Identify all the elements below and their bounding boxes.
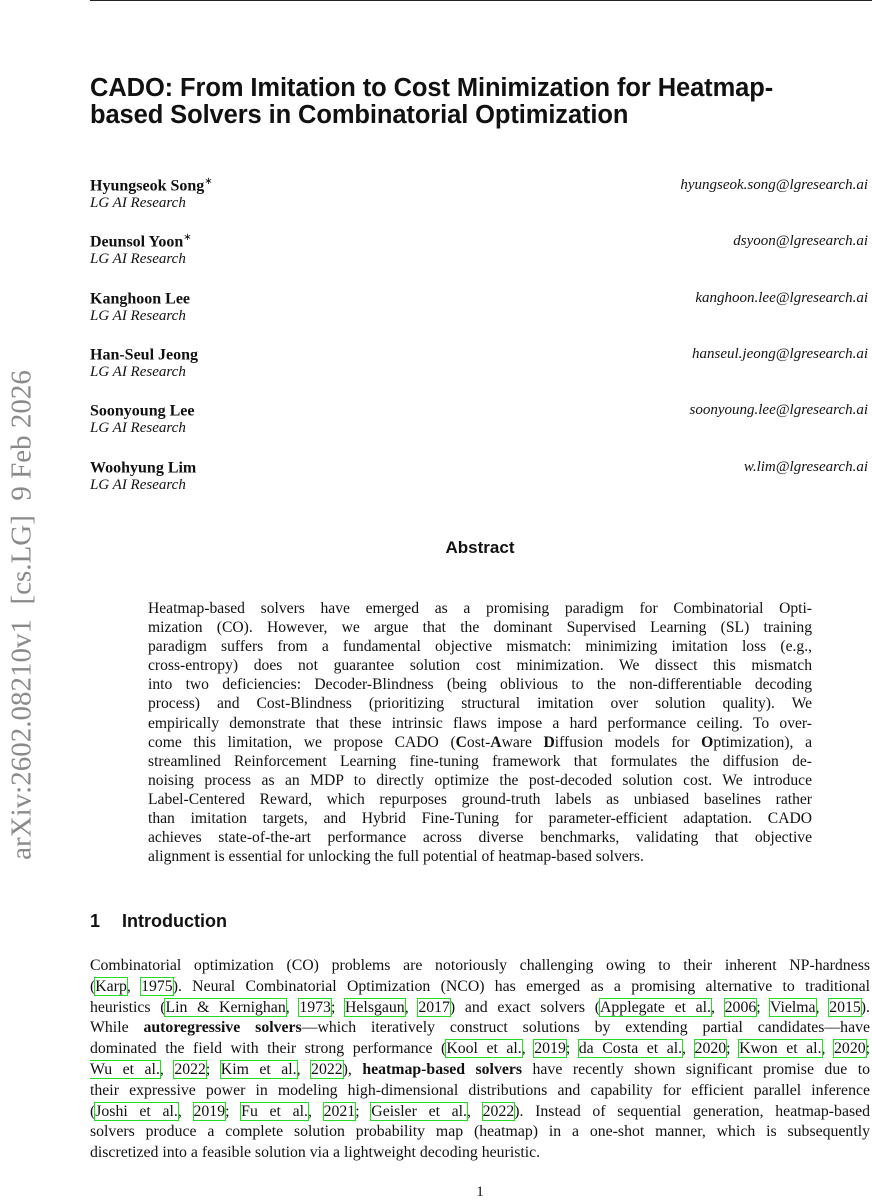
author-block [90, 401, 870, 441]
bold-text: autoregressive solvers [143, 1019, 302, 1037]
citation-link[interactable]: 2017 [418, 998, 450, 1016]
citation-link[interactable]: Geisler et al. [371, 1102, 468, 1120]
author-affiliation: LG AI Research [90, 251, 186, 268]
author-name [90, 345, 198, 364]
text-run: streamlined Reinforcement Learning fine-tuning framework that formulates the diffusion de- [148, 752, 812, 770]
text-run: ). Neural Combinatorial Optimization (NCO) has emerged as a promising alternative to traditional [172, 977, 870, 995]
abstract-heading: Abstract [445, 538, 515, 557]
citation-link[interactable]: 1975 [141, 977, 173, 995]
text-line [90, 1018, 870, 1039]
text-line [90, 1060, 870, 1081]
author-name-text: Soonyoung Lee [90, 402, 195, 420]
text-line [148, 790, 812, 809]
author-block [90, 176, 870, 216]
text-run: , [296, 1060, 312, 1078]
author-name [90, 289, 190, 308]
text-line [148, 618, 812, 637]
text-line [148, 752, 812, 771]
top-rule [90, 0, 872, 1]
text-run: —which iteratively construct solutions by extending partial candidates—have [301, 1019, 870, 1037]
citation-link[interactable]: Kwon et al. [739, 1040, 822, 1058]
text-run: ( [90, 977, 96, 995]
bold-text: heatmap-based solvers [362, 1060, 523, 1078]
text-run: come this limitation, we propose CADO ( [148, 733, 456, 751]
text-line [90, 956, 870, 977]
text-run: ; [330, 998, 346, 1016]
text-run: ptimization), a [713, 733, 812, 751]
text-run: While [90, 1019, 144, 1037]
page-number: 1 [476, 1184, 484, 1200]
author-name-text: Hyungseok Song [90, 177, 205, 195]
author-name [90, 401, 194, 420]
text-line [90, 998, 870, 1019]
text-line [148, 675, 812, 694]
text-line [148, 714, 812, 733]
author-name [90, 176, 213, 195]
text-run: dominated the field with their strong performance ( [90, 1040, 447, 1058]
text-run: ), [342, 1060, 363, 1078]
bold-text: O [701, 733, 714, 751]
bold-text: C [455, 733, 467, 751]
text-run: , [159, 1060, 175, 1078]
author-affiliation: LG AI Research [90, 195, 186, 211]
equal-contribution-mark: ∗ [204, 176, 213, 187]
text-line [148, 637, 812, 656]
text-run: iffusion models for [554, 733, 702, 751]
author-email[interactable]: dsyoon@lgresearch.ai [733, 233, 868, 250]
section-number: 1 [90, 911, 101, 931]
text-line [90, 977, 870, 998]
text-run: ost- [466, 733, 491, 751]
text-line [148, 656, 812, 675]
citation-link[interactable]: 2021 [323, 1102, 356, 1120]
author-block [90, 345, 870, 385]
text-line [90, 1143, 870, 1164]
text-run: , [177, 1102, 194, 1120]
author-email[interactable]: w.lim@lgresearch.ai [743, 458, 868, 475]
bold-text: D [543, 733, 555, 751]
arxiv-stamp: arXiv:2602.08210v1 [cs.LG] 9 Feb 2026 [5, 370, 38, 860]
text-run: Label-Centered Reward, which repurposes ground-truth labels as unbiased baselines rather [148, 790, 812, 808]
author-name-text: Kanghoon Lee [90, 289, 191, 307]
text-line [148, 847, 812, 866]
section-title: Introduction [122, 911, 227, 931]
text-line [90, 1081, 870, 1102]
text-run: than imitation targets, and Hybrid Fine-Tuning for parameter-efficient adaptation. CADO [148, 810, 812, 828]
text-run: , [711, 998, 725, 1016]
text-run: mization (CO). However, we argue that the dominant Supervised Learning (SL) training [148, 619, 812, 637]
text-run: , [521, 1040, 535, 1058]
text-run: their expressive power in modeling high-dimensional distributions and capability for efficient parallel inference [90, 1081, 870, 1099]
citation-link[interactable]: Fu et al. [241, 1102, 308, 1120]
text-run: empirically demonstrate that these intrinsic flaws impose a hard performance ceiling. To over- [148, 714, 812, 732]
text-run: ; [865, 1040, 870, 1058]
text-run: , [126, 977, 142, 995]
text-run: , [467, 1102, 483, 1120]
author-email[interactable]: kanghoon.lee@lgresearch.ai [695, 289, 868, 306]
citation-link[interactable]: Lin & Kernighan [165, 998, 286, 1016]
text-run: heuristics ( [90, 998, 166, 1016]
author-affiliation: LG AI Research [90, 476, 186, 493]
text-run: into two deficiencies: Decoder-Blindness (being oblivious to the non-differentiable decoding [148, 676, 812, 694]
citation-link[interactable]: 2019 [193, 1102, 226, 1120]
text-run: paradigm suffers from a fundamental objective mismatch: minimizing imitation loss (e.g., [148, 638, 812, 656]
text-run: cross-entropy) does not guarantee solution cost minimization. We dissect this mismatch [148, 657, 812, 675]
author-block [90, 232, 870, 272]
text-run: achieves state-of-the-art performance across diverse benchmarks, validating that objective [148, 829, 812, 847]
text-line [148, 828, 812, 847]
text-run: ( [90, 1102, 96, 1120]
text-run: have recently shown significant promise due to [522, 1060, 870, 1078]
text-line [148, 809, 812, 828]
text-line [148, 694, 812, 713]
text-run: ; [756, 998, 771, 1016]
text-run: ; [205, 1060, 221, 1078]
text-run: , [821, 1040, 835, 1058]
citation-link[interactable]: 2020 [694, 1040, 727, 1058]
section-heading-introduction [90, 911, 227, 932]
author-affiliation: LG AI Research [90, 420, 186, 437]
text-line [90, 1039, 870, 1060]
citation-link[interactable]: Helsgaun [345, 998, 405, 1016]
text-run: ; [565, 1040, 579, 1058]
author-block [90, 289, 870, 329]
bold-text: A [490, 733, 502, 751]
text-run: , [404, 998, 419, 1016]
author-name [90, 232, 192, 251]
citation-link[interactable]: 2022 [311, 1060, 343, 1078]
text-run: , [682, 1040, 695, 1058]
author-email[interactable]: soonyoung.lee@lgresearch.ai [689, 402, 868, 419]
text-run: discretized into a feasible solution via a lightweight decoding heuristic. [90, 1144, 541, 1162]
text-run: , [815, 998, 830, 1016]
introduction-body [90, 956, 870, 1164]
citation-link[interactable]: 2020 [834, 1040, 866, 1058]
equal-contribution-mark: ∗ [183, 232, 192, 244]
text-run: , [307, 1102, 324, 1120]
text-run: ; [225, 1102, 242, 1120]
citation-link[interactable]: 2006 [724, 998, 757, 1016]
text-line [148, 733, 812, 752]
author-name-text: Han-Seul Jeong [90, 346, 199, 364]
paper-title [90, 75, 872, 129]
author-email[interactable]: hyungseok.song@lgresearch.ai [680, 177, 868, 193]
author-block [90, 458, 870, 498]
author-name-text: Deunsol Yoon [90, 233, 184, 251]
text-run: , [285, 998, 300, 1016]
citation-link[interactable]: 1973 [299, 998, 331, 1016]
citation-link[interactable]: Kim et al. [220, 1060, 297, 1078]
citation-link[interactable]: 2019 [534, 1040, 566, 1058]
citation-link[interactable]: 2022 [482, 1102, 515, 1120]
citation-link[interactable]: da Costa et al. [578, 1040, 683, 1058]
text-run: ) and exact solvers ( [449, 998, 600, 1016]
title-line: CADO: From Imitation to Cost Minimization for Heatmap- [90, 74, 774, 102]
abstract-body [148, 599, 812, 866]
citation-link[interactable]: Kool et al. [446, 1040, 522, 1058]
text-run: solvers produce a complete solution probability map (heatmap) in a one-shot manner, which is subsequently [90, 1123, 870, 1141]
text-run: process) and Cost-Blindness (prioritizing structural imitation over solution quality). We [148, 695, 812, 713]
text-run: ; [355, 1102, 372, 1120]
text-run: Combinatorial optimization (CO) problems are notoriously challenging owing to their inherent NP-hardness [90, 957, 870, 974]
text-run: noising process as an MDP to directly optimize the post-decoded solution cost. We introduce [148, 771, 812, 789]
text-line [90, 1122, 870, 1143]
citation-link[interactable]: 2022 [174, 1060, 206, 1078]
author-affiliation: LG AI Research [90, 363, 186, 380]
text-line [148, 771, 812, 790]
text-run: ware [501, 733, 544, 751]
author-affiliation: LG AI Research [90, 307, 186, 324]
title-line: based Solvers in Combinatorial Optimization [90, 101, 629, 129]
text-run: ). Instead of sequential generation, heatmap-based [514, 1102, 870, 1120]
citation-link[interactable]: Joshi et al. [95, 1102, 178, 1120]
citation-link[interactable]: 2015 [829, 998, 861, 1016]
citation-link[interactable]: Karp [95, 977, 127, 995]
text-run: alignment is essential for unlocking the full potential of heatmap-based solvers. [148, 848, 644, 866]
citation-link[interactable]: Applegate et al. [600, 998, 712, 1016]
citation-link[interactable]: Wu et al. [90, 1060, 160, 1078]
author-name-text: Woohyung Lim [90, 458, 197, 476]
author-email[interactable]: hanseul.jeong@lgresearch.ai [692, 345, 868, 362]
text-run: ). [860, 998, 870, 1016]
text-line [90, 1102, 870, 1123]
text-run: Heatmap-based solvers have emerged as a promising paradigm for Combinatorial Opti- [148, 600, 812, 617]
text-line [148, 599, 812, 618]
citation-link[interactable]: Vielma [770, 998, 816, 1016]
text-run: ; [726, 1040, 740, 1058]
author-name [90, 458, 196, 477]
